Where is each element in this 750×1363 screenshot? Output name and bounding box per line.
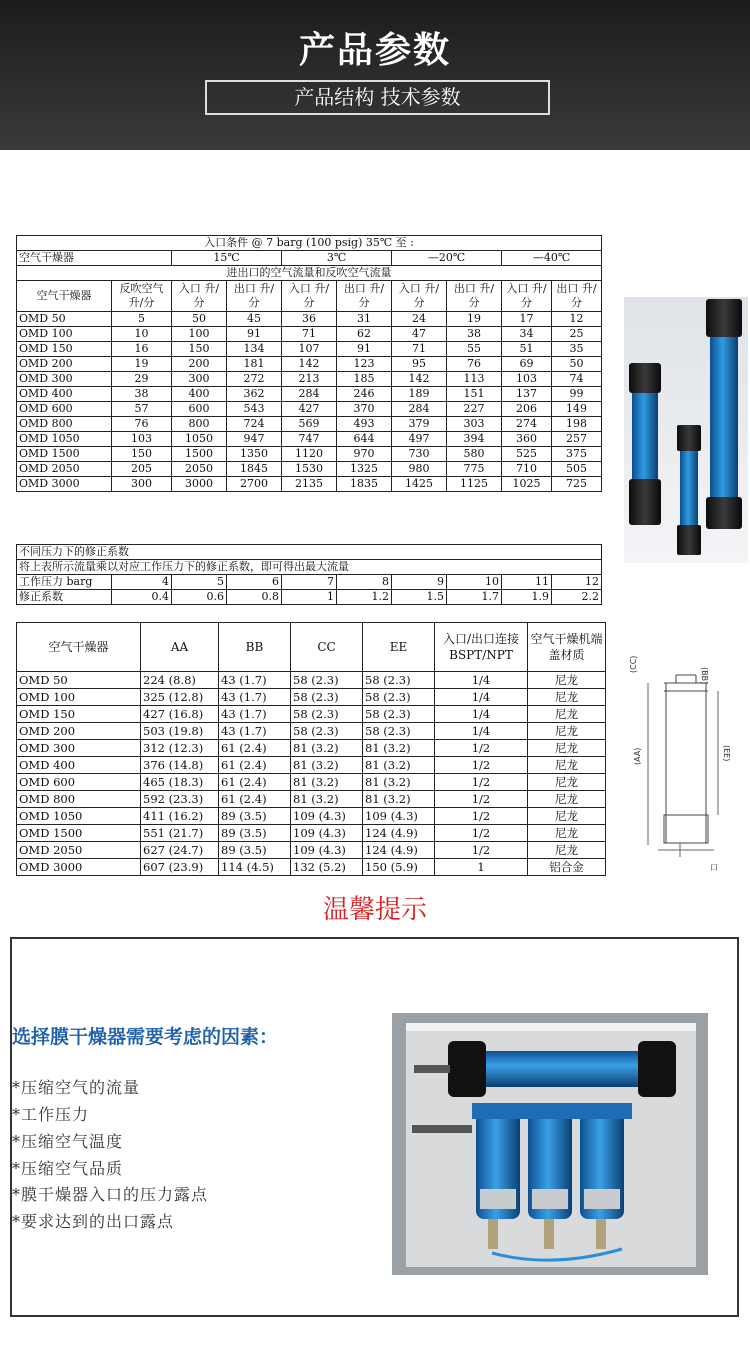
table-cell: OMD 50 xyxy=(17,312,112,327)
table-cell: 61 (2.4) xyxy=(219,774,291,791)
table-cell: 257 xyxy=(552,432,602,447)
table-cell: 134 xyxy=(227,342,282,357)
table-cell: 103 xyxy=(502,372,552,387)
table-cell: 50 xyxy=(172,312,227,327)
table-cell: 81 (3.2) xyxy=(291,757,363,774)
table-cell: 627 (24.7) xyxy=(141,842,219,859)
factor-value: 0.8 xyxy=(227,590,282,605)
flow-rate-table xyxy=(16,235,602,492)
table-row xyxy=(17,372,602,387)
table-cell: 1/2 xyxy=(435,808,528,825)
drawing-label: (CC) xyxy=(629,655,638,673)
factor-value: 1.2 xyxy=(337,590,392,605)
table-cell: 58 (2.3) xyxy=(291,672,363,689)
table-cell: OMD 100 xyxy=(17,689,141,706)
table-cell: 300 xyxy=(112,477,172,492)
table-cell: 725 xyxy=(552,477,602,492)
table-cell: 尼龙 xyxy=(528,825,606,842)
table-cell: 尼龙 xyxy=(528,791,606,808)
table-cell: 50 xyxy=(552,357,602,372)
table-cell: 19 xyxy=(112,357,172,372)
table-cell: 800 xyxy=(172,417,227,432)
table-cell: 370 xyxy=(337,402,392,417)
column-header: 出口 升/分 xyxy=(447,281,502,312)
temp-header: 3℃ xyxy=(282,251,392,266)
table-row xyxy=(17,774,606,791)
table-cell: 1845 xyxy=(227,462,282,477)
table-cell: 71 xyxy=(282,327,337,342)
table-cell: 89 (3.5) xyxy=(219,842,291,859)
table-cell: 10 xyxy=(112,327,172,342)
table-cell: 1325 xyxy=(337,462,392,477)
factor-value: 1.7 xyxy=(447,590,502,605)
factor-item: *压缩空气的流量 xyxy=(12,1078,141,1097)
correction-note: 将上表所示流量乘以对应工作压力下的修正系数，即可得出最大流量 xyxy=(17,560,602,575)
table-cell: 58 (2.3) xyxy=(291,723,363,740)
table-cell: 43 (1.7) xyxy=(219,706,291,723)
table-cell: 58 (2.3) xyxy=(363,672,435,689)
table-cell: 61 (2.4) xyxy=(219,740,291,757)
column-header: 入口/出口连接 BSPT/NPT xyxy=(435,623,528,672)
table-cell: 99 xyxy=(552,387,602,402)
table-cell: 730 xyxy=(392,447,447,462)
table-cell: 24 xyxy=(392,312,447,327)
table-cell: 200 xyxy=(172,357,227,372)
table-cell: 61 (2.4) xyxy=(219,791,291,808)
factor-item: *压缩空气温度 xyxy=(12,1132,124,1151)
factor-value: 0.4 xyxy=(112,590,172,605)
table-row xyxy=(17,402,602,417)
table-cell: 124 (4.9) xyxy=(363,842,435,859)
table-row xyxy=(17,387,602,402)
column-header: BB xyxy=(219,623,291,672)
table-cell: 376 (14.8) xyxy=(141,757,219,774)
table-cell: 1425 xyxy=(392,477,447,492)
table-cell: 724 xyxy=(227,417,282,432)
table-cell: OMD 150 xyxy=(17,342,112,357)
table-cell: 1/4 xyxy=(435,689,528,706)
table-cell: 137 xyxy=(502,387,552,402)
table-cell: 69 xyxy=(502,357,552,372)
drawing-label: (EE) xyxy=(722,745,731,762)
table-row xyxy=(17,825,606,842)
factor-item: *压缩空气品质 xyxy=(12,1159,124,1178)
table-cell: 947 xyxy=(227,432,282,447)
table-cell: 580 xyxy=(447,447,502,462)
table-cell: 1120 xyxy=(282,447,337,462)
table-cell: 1/2 xyxy=(435,791,528,808)
table-cell: 980 xyxy=(392,462,447,477)
table-cell: 尼龙 xyxy=(528,723,606,740)
table-row xyxy=(17,740,606,757)
table-cell: 2135 xyxy=(282,477,337,492)
table-cell: 272 xyxy=(227,372,282,387)
table-cell: 81 (3.2) xyxy=(291,774,363,791)
table-cell: 76 xyxy=(447,357,502,372)
table-cell: 81 (3.2) xyxy=(291,740,363,757)
table-cell: 185 xyxy=(337,372,392,387)
table-cell: OMD 200 xyxy=(17,723,141,740)
table-cell: 91 xyxy=(227,327,282,342)
factor-label: 修正系数 xyxy=(17,590,112,605)
table-cell: 1/2 xyxy=(435,825,528,842)
column-header: 入口 升/分 xyxy=(502,281,552,312)
table-cell: 107 xyxy=(282,342,337,357)
table-cell: 51 xyxy=(502,342,552,357)
table-cell: 3000 xyxy=(172,477,227,492)
table-row xyxy=(17,689,606,706)
table-row xyxy=(17,432,602,447)
table-cell: 213 xyxy=(282,372,337,387)
table-cell: 1125 xyxy=(447,477,502,492)
table-cell: 58 (2.3) xyxy=(363,706,435,723)
table-cell: 1/4 xyxy=(435,723,528,740)
table-cell: 465 (18.3) xyxy=(141,774,219,791)
column-header: 反吹空气 升/分 xyxy=(112,281,172,312)
table-cell: 284 xyxy=(392,402,447,417)
table-cell: 109 (4.3) xyxy=(291,808,363,825)
table-cell: 109 (4.3) xyxy=(291,825,363,842)
table-cell: OMD 3000 xyxy=(17,859,141,876)
table-cell: 1/2 xyxy=(435,842,528,859)
pressure-value: 10 xyxy=(447,575,502,590)
table-cell: 525 xyxy=(502,447,552,462)
table-cell: 43 (1.7) xyxy=(219,672,291,689)
temp-header: —20℃ xyxy=(392,251,502,266)
table-row xyxy=(17,672,606,689)
pressure-value: 12 xyxy=(552,575,602,590)
column-header: 入口 升/分 xyxy=(282,281,337,312)
table-cell: 35 xyxy=(552,342,602,357)
table-cell: 246 xyxy=(337,387,392,402)
table-cell: 1350 xyxy=(227,447,282,462)
table-cell: 81 (3.2) xyxy=(291,791,363,808)
page-subtitle: 产品结构 技术参数 xyxy=(205,80,550,115)
pressure-value: 11 xyxy=(502,575,552,590)
table-cell: 394 xyxy=(447,432,502,447)
table-cell: 62 xyxy=(337,327,392,342)
table-cell: OMD 600 xyxy=(17,774,141,791)
header-banner xyxy=(0,0,750,150)
table-cell: 505 xyxy=(552,462,602,477)
table-cell: 150 xyxy=(112,447,172,462)
column-header: 出口 升/分 xyxy=(337,281,392,312)
table-cell: 114 (4.5) xyxy=(219,859,291,876)
table-cell: 45 xyxy=(227,312,282,327)
table-cell: 123 xyxy=(337,357,392,372)
column-header: 空气干燥机端盖材质 xyxy=(528,623,606,672)
table-cell: 1/2 xyxy=(435,740,528,757)
table-cell: 142 xyxy=(392,372,447,387)
pressure-value: 8 xyxy=(337,575,392,590)
table-row xyxy=(17,327,602,342)
table-row xyxy=(17,417,602,432)
table-cell: 81 (3.2) xyxy=(363,791,435,808)
table-cell: 206 xyxy=(502,402,552,417)
table-cell: 尼龙 xyxy=(528,757,606,774)
table-cell: 411 (16.2) xyxy=(141,808,219,825)
table-cell: OMD 800 xyxy=(17,417,112,432)
table-cell: 81 (3.2) xyxy=(363,774,435,791)
table-cell: 109 (4.3) xyxy=(363,808,435,825)
factor-item: *要求达到的出口露点 xyxy=(12,1212,175,1231)
table-cell: 592 (23.3) xyxy=(141,791,219,808)
table-cell: OMD 1050 xyxy=(17,808,141,825)
section-title: 进出口的空气流量和反吹空气流量 xyxy=(17,266,602,281)
pressure-value: 4 xyxy=(112,575,172,590)
table-cell: 400 xyxy=(172,387,227,402)
table-cell: 47 xyxy=(392,327,447,342)
tip-heading: 温馨提示 xyxy=(322,895,427,925)
table-cell: 34 xyxy=(502,327,552,342)
factor-value: 1.5 xyxy=(392,590,447,605)
correction-factor-table xyxy=(16,544,602,605)
table-cell: 103 xyxy=(112,432,172,447)
table-cell: 375 xyxy=(552,447,602,462)
table-cell: 尼龙 xyxy=(528,706,606,723)
table-cell: 57 xyxy=(112,402,172,417)
table-cell: OMD 300 xyxy=(17,740,141,757)
table-cell: 142 xyxy=(282,357,337,372)
table-cell: 360 xyxy=(502,432,552,447)
table-cell: 19 xyxy=(447,312,502,327)
table-cell: 38 xyxy=(112,387,172,402)
table-cell: 58 (2.3) xyxy=(363,723,435,740)
table-cell: 91 xyxy=(337,342,392,357)
table-cell: 1/2 xyxy=(435,757,528,774)
table-cell: 303 xyxy=(447,417,502,432)
table-cell: 149 xyxy=(552,402,602,417)
table-cell: 644 xyxy=(337,432,392,447)
table-cell: 58 (2.3) xyxy=(363,689,435,706)
table-cell: 124 (4.9) xyxy=(363,825,435,842)
table-cell: 16 xyxy=(112,342,172,357)
table-cell: 300 xyxy=(172,372,227,387)
factors-title: 选择膜干燥器需要考虑的因素： xyxy=(12,1026,279,1048)
pressure-value: 9 xyxy=(392,575,447,590)
table-row xyxy=(17,706,606,723)
table-cell: 58 (2.3) xyxy=(291,706,363,723)
table-cell: 1530 xyxy=(282,462,337,477)
table-row xyxy=(17,791,606,808)
table-cell: 43 (1.7) xyxy=(219,689,291,706)
factor-value: 0.6 xyxy=(172,590,227,605)
table-cell: 76 xyxy=(112,417,172,432)
table-cell: 尼龙 xyxy=(528,774,606,791)
table-row xyxy=(17,477,602,492)
table-cell: 198 xyxy=(552,417,602,432)
table-cell: OMD 200 xyxy=(17,357,112,372)
table-cell: 312 (12.3) xyxy=(141,740,219,757)
table-cell: 81 (3.2) xyxy=(363,757,435,774)
table-cell: OMD 100 xyxy=(17,327,112,342)
column-header: EE xyxy=(363,623,435,672)
table-cell: 尼龙 xyxy=(528,689,606,706)
table-cell: 427 xyxy=(282,402,337,417)
table-cell: OMD 50 xyxy=(17,672,141,689)
page-title: 产品参数 xyxy=(298,30,451,71)
table-cell: OMD 1500 xyxy=(17,825,141,842)
table-cell: OMD 150 xyxy=(17,706,141,723)
table-cell: 379 xyxy=(392,417,447,432)
table-cell: 95 xyxy=(392,357,447,372)
table-cell: 尼龙 xyxy=(528,672,606,689)
table-cell: 569 xyxy=(282,417,337,432)
table-cell: 150 (5.9) xyxy=(363,859,435,876)
table-cell: 5 xyxy=(112,312,172,327)
table-cell: 81 (3.2) xyxy=(363,740,435,757)
table-cell: 71 xyxy=(392,342,447,357)
factor-value: 1 xyxy=(282,590,337,605)
table-cell: 274 xyxy=(502,417,552,432)
table-cell: OMD 300 xyxy=(17,372,112,387)
table-cell: 43 (1.7) xyxy=(219,723,291,740)
table-cell: 600 xyxy=(172,402,227,417)
column-header: AA xyxy=(141,623,219,672)
table-cell: 1050 xyxy=(172,432,227,447)
table-cell: 109 (4.3) xyxy=(291,842,363,859)
table-cell: 224 (8.8) xyxy=(141,672,219,689)
table-cell: 61 (2.4) xyxy=(219,757,291,774)
table-cell: 113 xyxy=(447,372,502,387)
table-row xyxy=(17,757,606,774)
table-cell: 227 xyxy=(447,402,502,417)
column-header: 入口 升/分 xyxy=(172,281,227,312)
column-header: 出口 升/分 xyxy=(552,281,602,312)
table-row xyxy=(17,859,606,876)
table-cell: 2050 xyxy=(172,462,227,477)
table-row xyxy=(17,312,602,327)
table-cell: OMD 600 xyxy=(17,402,112,417)
table-cell: 12 xyxy=(552,312,602,327)
installation-photo xyxy=(392,1013,708,1275)
table-cell: 58 (2.3) xyxy=(291,689,363,706)
column-header: CC xyxy=(291,623,363,672)
column-header: 空气干燥器 xyxy=(17,623,141,672)
table-cell: OMD 2050 xyxy=(17,462,112,477)
table-cell: 151 xyxy=(447,387,502,402)
table-cell: 38 xyxy=(447,327,502,342)
table-cell: 543 xyxy=(227,402,282,417)
table-cell: 尼龙 xyxy=(528,808,606,825)
table-row xyxy=(17,723,606,740)
table-cell: 31 xyxy=(337,312,392,327)
table-cell: 1/4 xyxy=(435,706,528,723)
table-cell: 132 (5.2) xyxy=(291,859,363,876)
dimension-table xyxy=(16,622,606,876)
table-cell: 17 xyxy=(502,312,552,327)
table-cell: 1/4 xyxy=(435,672,528,689)
table-cell: OMD 1500 xyxy=(17,447,112,462)
table-cell: 189 xyxy=(392,387,447,402)
table-cell: 1 xyxy=(435,859,528,876)
table-cell: 970 xyxy=(337,447,392,462)
table-cell: 29 xyxy=(112,372,172,387)
table-cell: 503 (19.8) xyxy=(141,723,219,740)
table-cell: 551 (21.7) xyxy=(141,825,219,842)
table-cell: 尼龙 xyxy=(528,740,606,757)
table-row xyxy=(17,357,602,372)
table-cell: 362 xyxy=(227,387,282,402)
table-cell: OMD 400 xyxy=(17,757,141,774)
correction-title: 不同压力下的修正系数 xyxy=(17,545,602,560)
table-cell: 497 xyxy=(392,432,447,447)
pressure-label: 工作压力 barg xyxy=(17,575,112,590)
table-cell: 铝合金 xyxy=(528,859,606,876)
table-row xyxy=(17,462,602,477)
table-cell: 493 xyxy=(337,417,392,432)
table-cell: 775 xyxy=(447,462,502,477)
factor-item: *工作压力 xyxy=(12,1105,90,1124)
table-cell: 1/2 xyxy=(435,774,528,791)
table-cell: 尼龙 xyxy=(528,842,606,859)
pressure-value: 7 xyxy=(282,575,337,590)
dryer-label: 空气干燥器 xyxy=(17,251,172,266)
factor-value: 2.2 xyxy=(552,590,602,605)
table-cell: 1500 xyxy=(172,447,227,462)
table-cell: 284 xyxy=(282,387,337,402)
table-row xyxy=(17,808,606,825)
column-header: 出口 升/分 xyxy=(227,281,282,312)
table-cell: 1835 xyxy=(337,477,392,492)
table-cell: 25 xyxy=(552,327,602,342)
table-row xyxy=(17,447,602,462)
drawing-label: (BB) xyxy=(700,667,709,685)
table-cell: 427 (16.8) xyxy=(141,706,219,723)
factor-value: 1.9 xyxy=(502,590,552,605)
table-cell: 2700 xyxy=(227,477,282,492)
pressure-value: 5 xyxy=(172,575,227,590)
dimension-drawing xyxy=(628,645,746,885)
table-cell: 325 (12.8) xyxy=(141,689,219,706)
table-row xyxy=(17,342,602,357)
table-cell: 74 xyxy=(552,372,602,387)
table-cell: 150 xyxy=(172,342,227,357)
table-cell: 205 xyxy=(112,462,172,477)
column-header: 空气干燥器 xyxy=(17,281,112,312)
temp-header: 15℃ xyxy=(172,251,282,266)
table-cell: 747 xyxy=(282,432,337,447)
temp-header: —40℃ xyxy=(502,251,602,266)
table-cell: 89 (3.5) xyxy=(219,825,291,842)
table-cell: OMD 3000 xyxy=(17,477,112,492)
inlet-condition: 入口条件 @ 7 barg (100 psig) 35℃ 至 : xyxy=(17,236,602,251)
factor-item: *膜干燥器入口的压力露点 xyxy=(12,1185,209,1204)
column-header: 入口 升/分 xyxy=(392,281,447,312)
table-cell: OMD 400 xyxy=(17,387,112,402)
table-cell: 36 xyxy=(282,312,337,327)
table-cell: OMD 1050 xyxy=(17,432,112,447)
table-cell: 181 xyxy=(227,357,282,372)
drawing-label: 口 xyxy=(710,863,718,872)
table-cell: OMD 800 xyxy=(17,791,141,808)
table-cell: 100 xyxy=(172,327,227,342)
table-cell: 89 (3.5) xyxy=(219,808,291,825)
table-cell: OMD 2050 xyxy=(17,842,141,859)
table-cell: 1025 xyxy=(502,477,552,492)
product-photo xyxy=(624,297,748,563)
table-cell: 710 xyxy=(502,462,552,477)
table-cell: 55 xyxy=(447,342,502,357)
table-row xyxy=(17,842,606,859)
pressure-value: 6 xyxy=(227,575,282,590)
drawing-label: (AA) xyxy=(633,747,642,765)
table-cell: 607 (23.9) xyxy=(141,859,219,876)
